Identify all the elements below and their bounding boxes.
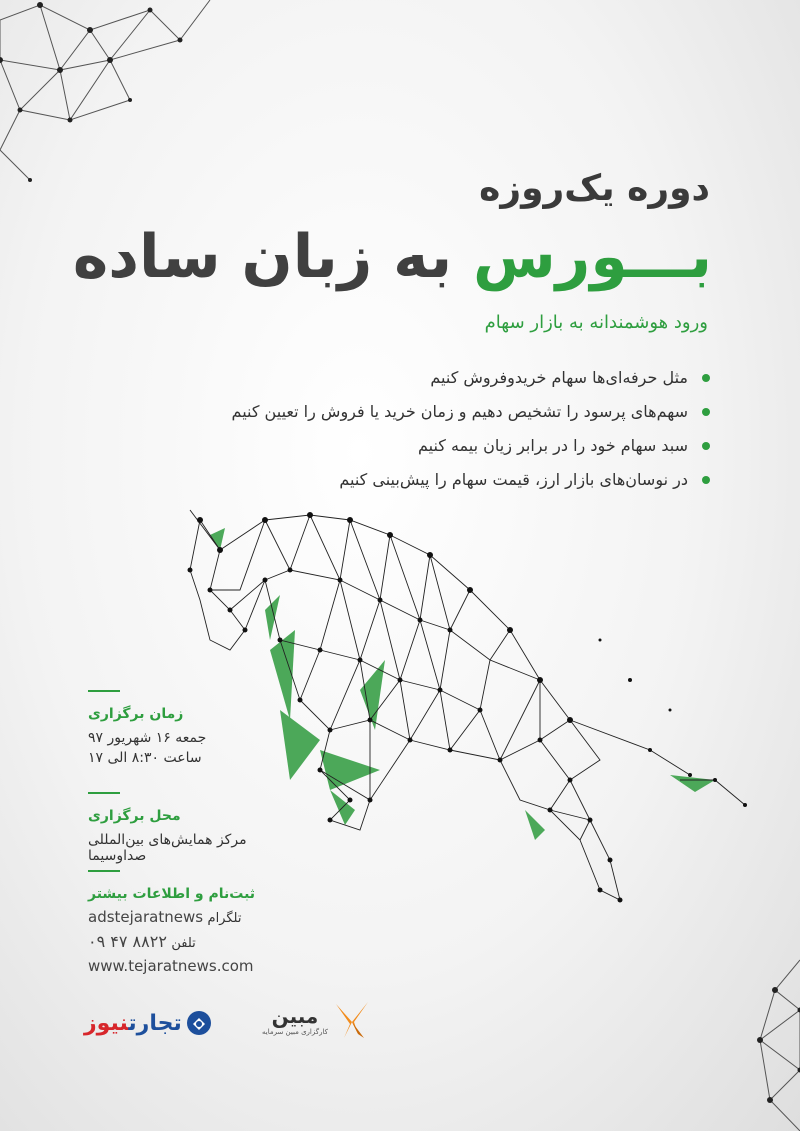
mobin-subtitle: کارگزاری مبین سرمایه (262, 1028, 328, 1036)
tejarat-emblem-icon (186, 1010, 212, 1036)
telegram-id[interactable]: adstejaratnews (88, 908, 204, 926)
network-corner-top-left (0, 0, 220, 200)
telegram-line (88, 908, 290, 926)
schedule-heading: زمان برگزاری (88, 706, 184, 722)
tejarat-logo-text: تجارتنیوز (84, 1010, 182, 1036)
mobin-name: مبین (271, 1004, 319, 1028)
title-bourse: بـــورس (472, 222, 712, 292)
tagline: ورود هوشمندانه به بازار سهام (484, 312, 708, 333)
mobin-emblem-icon (334, 1000, 370, 1040)
course-label: دوره یک‌روزه (479, 168, 710, 209)
list-item: سهم‌های پرسود را تشخیص دهیم و زمان خرید یا فروش را تعیین کنیم (90, 399, 710, 433)
list-item: مثل حرفه‌ای‌ها سهام خریدوفروش کنیم (90, 365, 710, 399)
bullet-dot-icon (702, 442, 710, 450)
phone-number: ۰۹ ۴۷ ۸۸۲۲ (88, 932, 167, 951)
mobin-logo (262, 1000, 370, 1040)
schedule-date: جمعه ۱۶ شهریور ۹۷ (88, 730, 207, 746)
phone-line (88, 932, 290, 951)
schedule-time: ساعت ۸:۳۰ الی ۱۷ (88, 750, 202, 766)
section-divider (88, 870, 120, 872)
registration-section (0, 870, 290, 975)
section-divider (88, 690, 120, 692)
network-corner-bottom-right (730, 950, 800, 1131)
bullet-dot-icon (702, 374, 710, 382)
list-item: سبد سهام خود را در برابر زیان بیمه کنیم (90, 433, 710, 467)
main-title (73, 222, 712, 292)
phone-label: تلفن (171, 936, 196, 951)
tejarat-news-logo (84, 1010, 212, 1036)
telegram-label: تلگرام (207, 911, 242, 926)
bullet-dot-icon (702, 408, 710, 416)
list-item: در نوسان‌های بازار ارز، قیمت سهام را پیش‌بینی کنیم (90, 467, 710, 501)
venue-place: مرکز همایش‌های بین‌المللی صداوسیما (88, 832, 247, 864)
title-simple-language: به زبان ساده (72, 222, 453, 292)
registration-heading: ثبت‌نام و اطلاعات بیشتر (88, 886, 256, 902)
venue-heading: محل برگزاری (88, 808, 181, 824)
section-divider (88, 792, 120, 794)
website-link[interactable]: www.tejaratnews.com (88, 957, 254, 975)
venue-section (0, 792, 290, 864)
schedule-section (0, 690, 290, 766)
